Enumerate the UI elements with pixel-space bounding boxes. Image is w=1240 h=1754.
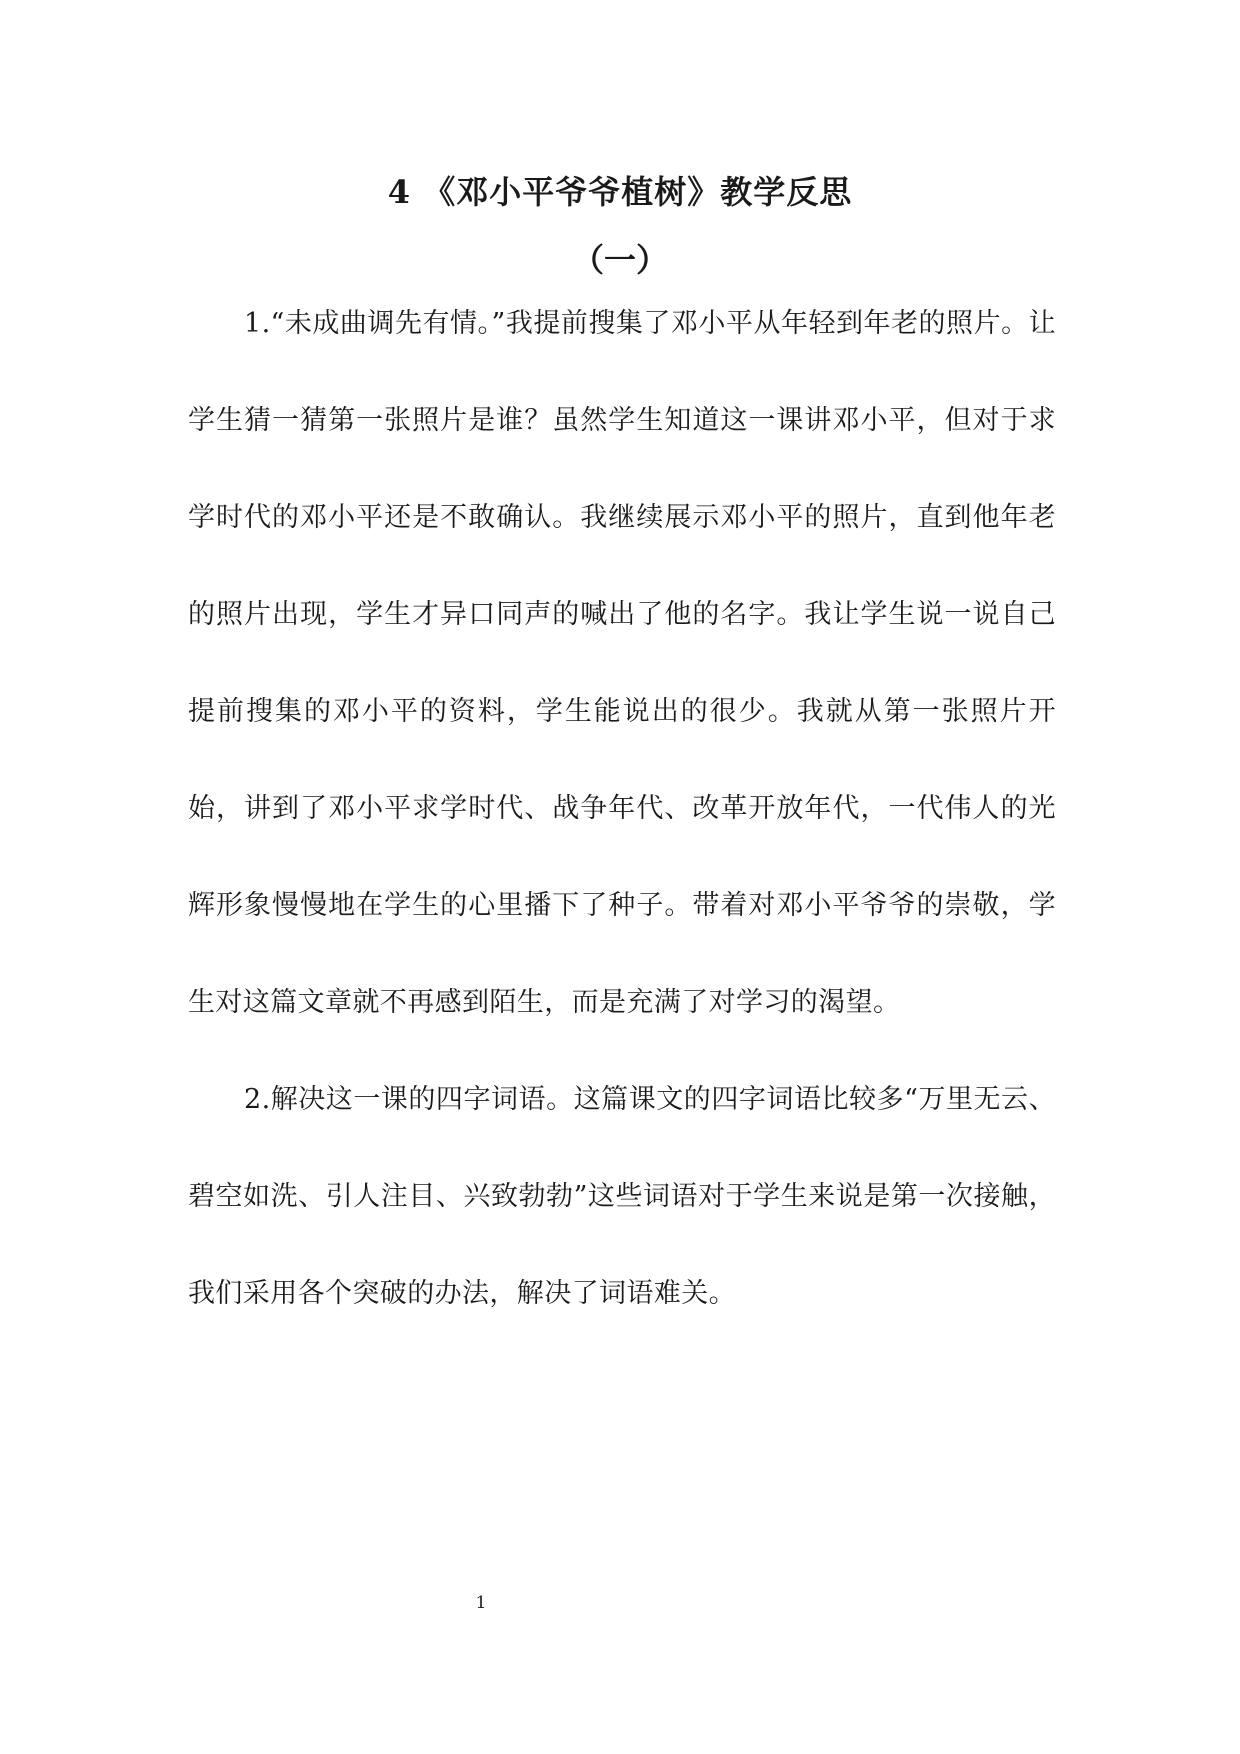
page-number: 1 bbox=[475, 1593, 487, 1613]
paragraph-1: 1.“未成曲调先有情。”我提前搜集了邓小平从年轻到年老的照片。让学生猜一猜第一张照片是谁？虽然学生知道这一课讲邓小平，但对于求学时代的邓小平还是不敢确认。我继续展示邓小平的照片，直到他年老的照片出现，学生才异口同声的喊出了他的名字。我让学生说一说自己提前搜集的邓小平的资料，学生能说出的很少。我就从第一张照片开始，讲到了邓小平求学时代、战争年代、改革开放年代，一代伟人的光辉形象慢慢地在学生的心里播下了种子。带着对邓小平爷爷的崇敬，学生对这篇文章就不再感到陌生，而是充满了对学习的渴望。 bbox=[188, 308, 1056, 1018]
document-body bbox=[188, 275, 1056, 1342]
document-title: 4 《邓小平爷爷植树》教学反思 bbox=[387, 173, 853, 211]
paragraph-2: 2.解决这一课的四字词语。这篇课文的四字词语比较多“万里无云、碧空如洗、引人注目、兴致勃勃”这些词语对于学生来说是第一次接触，我们采用各个突破的办法，解决了词语难关。 bbox=[188, 1084, 1056, 1309]
section-heading: （一） bbox=[571, 241, 668, 279]
